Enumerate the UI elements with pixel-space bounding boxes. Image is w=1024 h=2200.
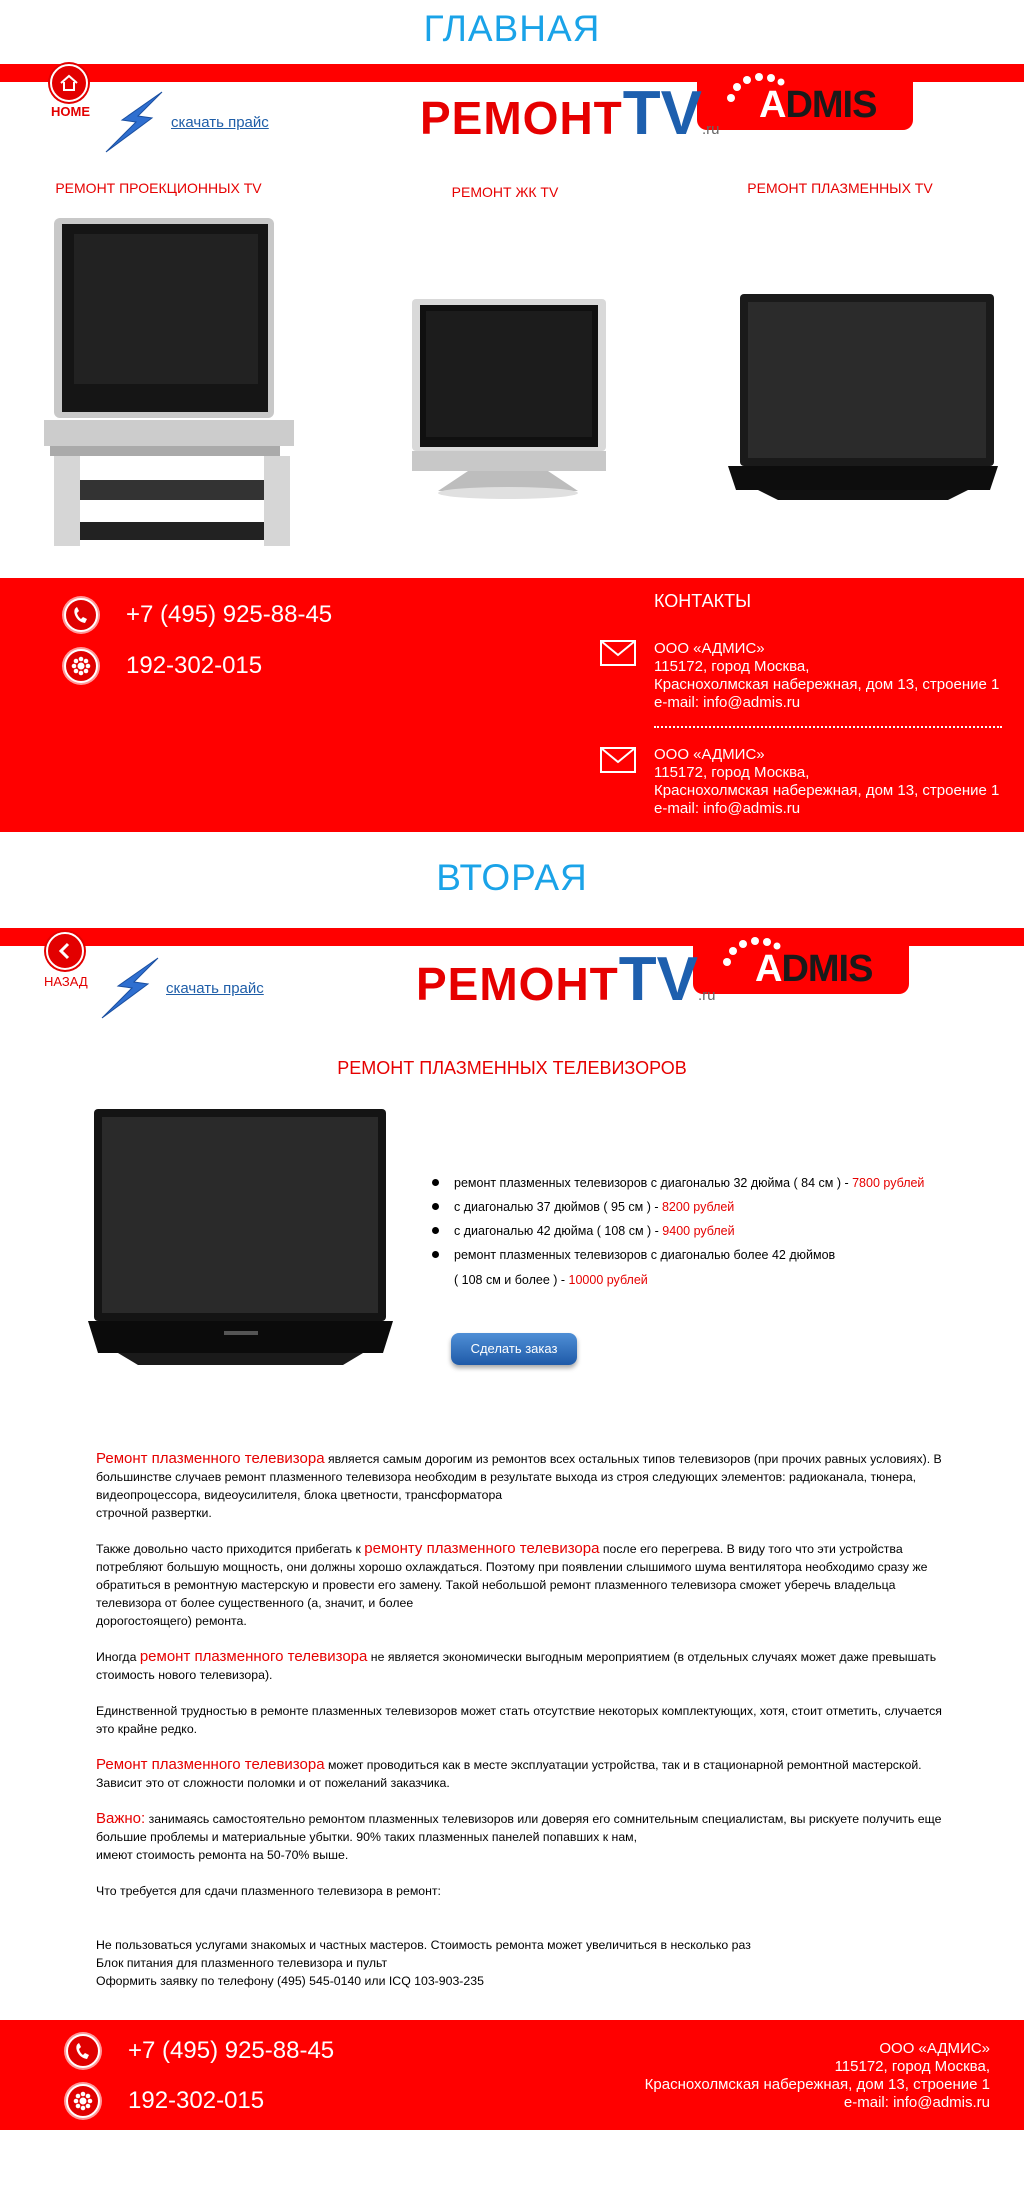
contact-company: ООО «АДМИС» bbox=[654, 640, 765, 657]
list-item: с диагональю 37 дюймов ( 95 см ) - 8200 рублей bbox=[432, 1200, 952, 1214]
contact-email[interactable]: e-mail: info@admis.ru bbox=[654, 694, 801, 711]
arrow-left-icon bbox=[56, 942, 74, 960]
icq-number[interactable]: 192-302-015 bbox=[128, 2087, 265, 2114]
icq-icon bbox=[66, 2084, 100, 2118]
lightning-icon bbox=[96, 956, 166, 1022]
contact-street: Краснохолмская набережная, дом 13, строение 1 bbox=[654, 676, 1000, 693]
paragraph: Не пользоваться услугами знакомых и частных мастеров. Стоимость ремонта может увеличиться в несколько раз Блок питания для плазменного телевизора и пульт Оформить заявку по телефону (495) 545-0140 или ICQ 103-903-235 bbox=[96, 1938, 751, 1988]
mail-icon bbox=[600, 747, 636, 773]
contact-card-2 bbox=[654, 746, 999, 818]
phone-row bbox=[66, 2034, 334, 2068]
section-title-main: ГЛАВНАЯ bbox=[423, 8, 601, 49]
plasma-tv-image bbox=[88, 1105, 393, 1390]
footer-contact bbox=[645, 2040, 990, 2112]
paragraph: Ремонт плазменного телевизора является самым дорогим из ремонтов всех остальных типов телевизоров (при прочих равных условиях). В большинстве случаев ремонт плазменного телевизора необходим в результате выхода из строя следующих элементов: радиоканала, тюнера, видеопроцессора, видеоусилителя, блока цветности, трансформатора строчной развертки. bbox=[96, 1450, 942, 1520]
brand-box bbox=[697, 64, 913, 130]
contact-city: 115172, город Москва, bbox=[834, 2058, 990, 2075]
list-item: ремонт плазменных телевизоров с диагональю более 42 дюймов bbox=[432, 1248, 952, 1262]
back-label[interactable]: НАЗАД bbox=[44, 974, 88, 989]
price-list bbox=[432, 1176, 952, 1272]
paragraph: Иногда ремонт плазменного телевизора не является экономически выгодным мероприятием (в отдельных случаях может даже превышать стоимость нового телевизора). bbox=[96, 1648, 937, 1682]
lcd-tv-image[interactable] bbox=[408, 295, 608, 505]
phone-number[interactable]: +7 (495) 925-88-45 bbox=[126, 601, 333, 628]
brand-logo[interactable]: ADMIS bbox=[759, 84, 877, 126]
icq-row bbox=[64, 649, 262, 683]
paragraph: Ремонт плазменного телевизора может проводиться как в месте эксплуатации устройства, так и в стационарной ремонтной мастерской. Зависит это от сложности поломки и от пожеланий заказчика. bbox=[96, 1756, 922, 1790]
contact-card-1 bbox=[654, 640, 999, 712]
brand-box bbox=[693, 928, 909, 994]
article-body bbox=[96, 1450, 948, 2008]
category-projection[interactable]: РЕМОНТ ПРОЕКЦИОННЫХ TV bbox=[55, 180, 262, 196]
phone-icon bbox=[64, 598, 98, 632]
paragraph: Что требуется для сдачи плазменного телевизора в ремонт: bbox=[96, 1884, 441, 1898]
contacts-divider bbox=[654, 726, 1002, 728]
paragraph: Единственной трудностью в ремонте плазменных телевизоров может стать отсутствие некоторых комплектующих, хотя, стоит отметить, случается это крайне редко. bbox=[96, 1704, 942, 1736]
contact-city: 115172, город Москва, bbox=[654, 658, 810, 675]
contact-street: Краснохолмская набережная, дом 13, строение 1 bbox=[644, 2076, 990, 2093]
contact-company: ООО «АДМИС» bbox=[879, 2040, 990, 2057]
icq-icon bbox=[64, 649, 98, 683]
mail-icon bbox=[600, 640, 636, 666]
home-icon bbox=[59, 74, 79, 92]
paragraph: Важно: занимаясь самостоятельно ремонтом плазменных телевизоров или доверяя его сомнительным специалистам, вы рискуете получить еще большие проблемы и материальные убытки. 90% таких плазменных панелей попавших к нам, имеют стоимость ремонта на 50-70% выше. bbox=[96, 1810, 942, 1862]
download-price-link[interactable]: скачать прайс bbox=[171, 114, 269, 131]
site-logo[interactable]: РЕМОНТTV.ru bbox=[416, 945, 716, 1014]
order-button[interactable]: Сделать заказ bbox=[451, 1333, 577, 1365]
category-plasma[interactable]: РЕМОНТ ПЛАЗМЕННЫХ TV bbox=[747, 180, 933, 196]
section-title-second: ВТОРАЯ bbox=[436, 857, 588, 898]
contact-company: ООО «АДМИС» bbox=[654, 746, 765, 763]
category-lcd[interactable]: РЕМОНТ ЖК TV bbox=[451, 184, 559, 200]
list-item: ремонт плазменных телевизоров с диагональю 32 дюйма ( 84 см ) - 7800 рублей bbox=[432, 1176, 952, 1190]
contact-city: 115172, город Москва, bbox=[654, 764, 810, 781]
list-item: с диагональю 42 дюйма ( 108 см ) - 9400 рублей bbox=[432, 1224, 952, 1238]
phone-icon bbox=[66, 2034, 100, 2068]
contact-email[interactable]: e-mail: info@admis.ru bbox=[654, 800, 801, 817]
site-logo[interactable]: РЕМОНТTV.ru bbox=[420, 79, 720, 148]
download-price-link[interactable]: скачать прайс bbox=[166, 980, 264, 997]
brand-logo[interactable]: ADMIS bbox=[755, 948, 873, 990]
contacts-title: КОНТАКТЫ bbox=[654, 591, 752, 611]
paragraph: Также довольно часто приходится прибегать к ремонту плазменного телевизора после его перегрева. В виду того что эти устройства потребляют большую мощность, они должны хорошо охлаждаться. Поэтому при появлении слышимого шума вентилятора необходимо сразу же обратиться в ремонтную мастерскую и провести его замену. Такой небольшой ремонт плазменного телевизора сможет уберечь владельца телевизора от более существенного (а, значит, и более дорогостоящего) ремонта. bbox=[96, 1540, 928, 1628]
price-list-continuation: ( 108 см и более ) - 10000 рублей bbox=[454, 1273, 648, 1287]
lightning-icon bbox=[100, 90, 170, 156]
projection-tv-image[interactable] bbox=[40, 210, 300, 560]
page-title: РЕМОНТ ПЛАЗМЕННЫХ ТЕЛЕВИЗОРОВ bbox=[337, 1058, 687, 1078]
back-button[interactable] bbox=[46, 932, 84, 970]
icq-row bbox=[66, 2084, 264, 2118]
icq-number[interactable]: 192-302-015 bbox=[126, 652, 263, 679]
contact-street: Краснохолмская набережная, дом 13, строение 1 bbox=[654, 782, 1000, 799]
phone-row bbox=[64, 598, 332, 632]
contact-email[interactable]: e-mail: info@admis.ru bbox=[843, 2094, 990, 2111]
home-button[interactable] bbox=[50, 64, 88, 102]
home-label[interactable]: HOME bbox=[51, 104, 90, 119]
phone-number[interactable]: +7 (495) 925-88-45 bbox=[128, 2037, 335, 2064]
plasma-tv-image[interactable] bbox=[728, 290, 998, 510]
